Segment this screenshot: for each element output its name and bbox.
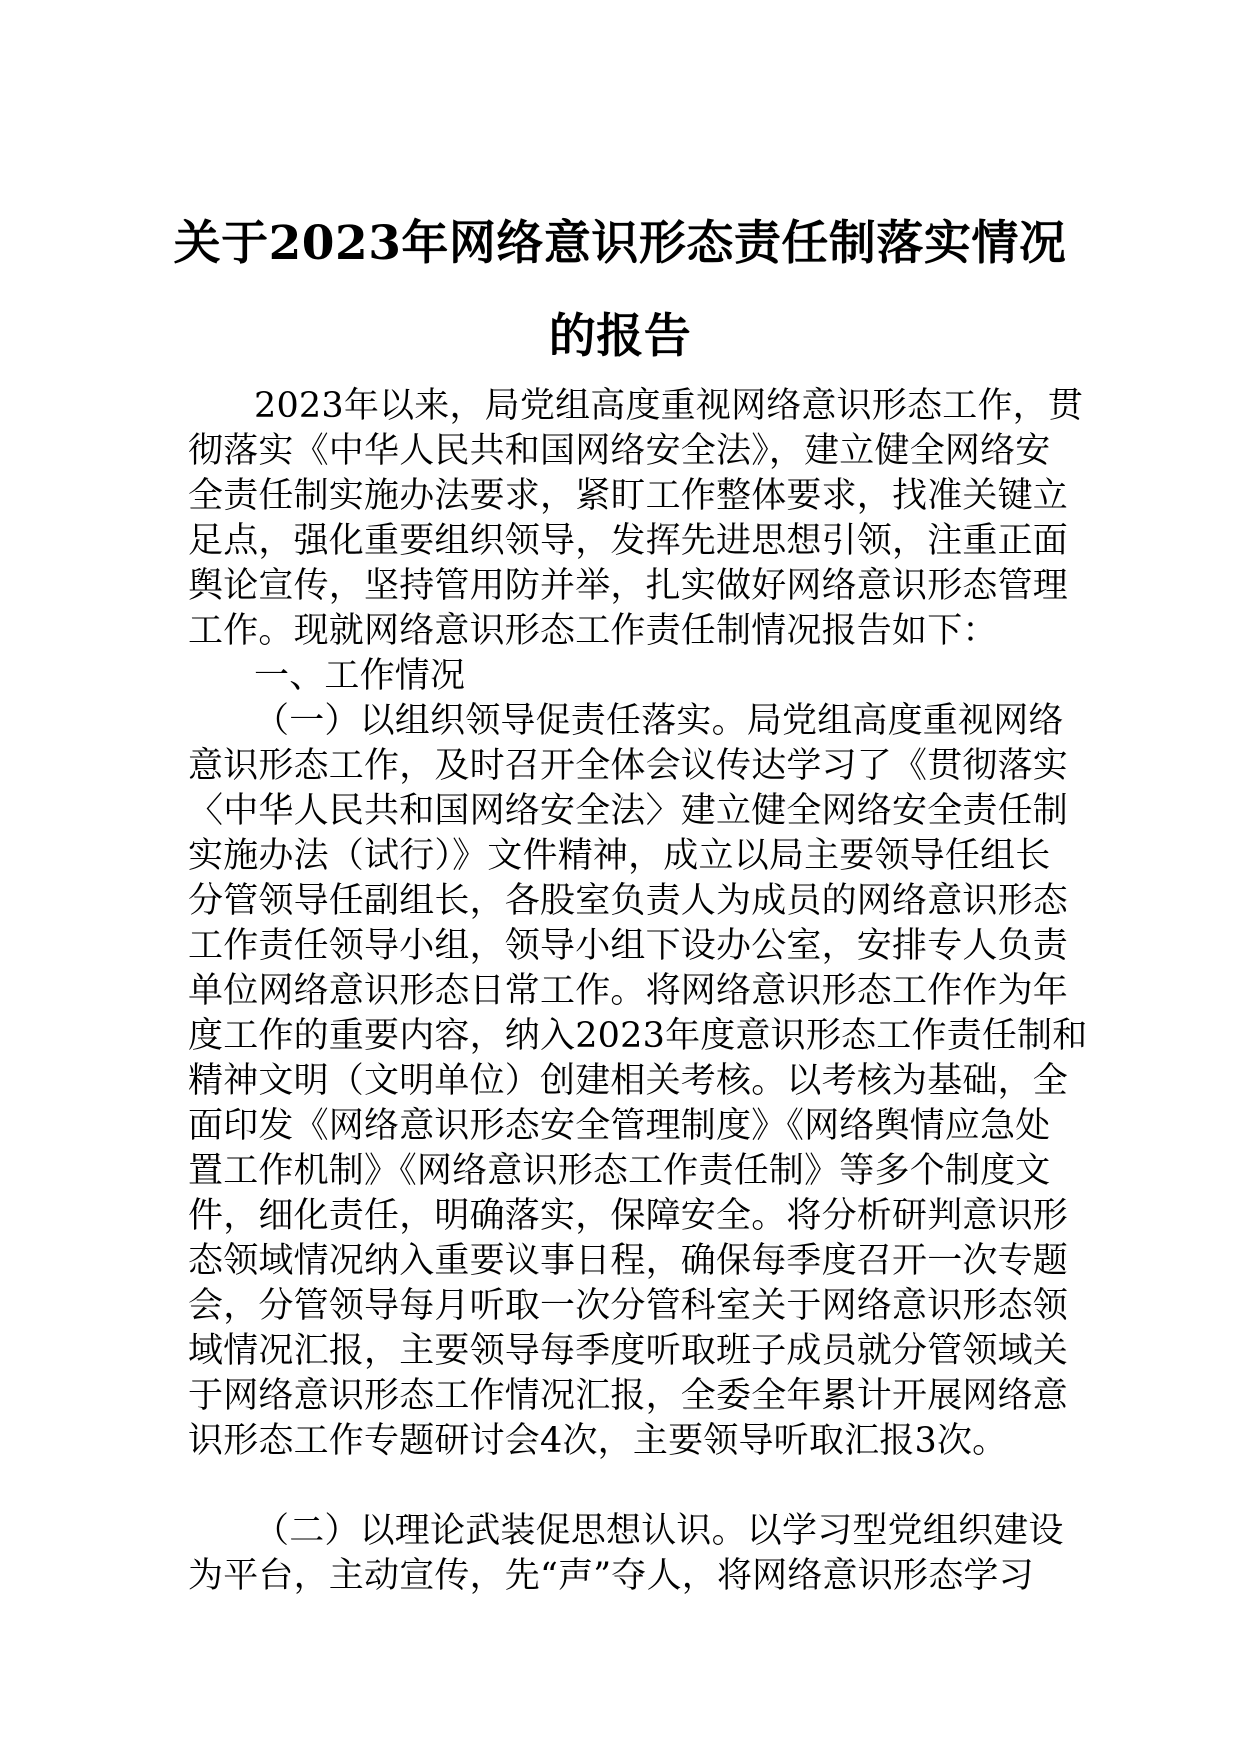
document-title-line-1: 关于2023年网络意识形态责任制落实情况 (173, 216, 1067, 271)
body-line: 实施办法（试行）》文件精神，成立以局主要领导任组长 (188, 836, 1051, 876)
body-line: 单位网络意识形态日常工作。将网络意识形态工作作为年 (188, 971, 1069, 1011)
body-line: 件，细化责任，明确落实，保障安全。将分析研判意识形 (188, 1196, 1069, 1236)
body-line: 彻落实《中华人民共和国网络安全法》，建立健全网络安 (188, 431, 1051, 471)
body-line: 工作。现就网络意识形态工作责任制情况报告如下： (188, 611, 998, 651)
body-line: （二）以理论武装促思想认识。以学习型党组织建设 (254, 1511, 1064, 1551)
body-line: 会，分管领导每月听取一次分管科室关于网络意识形态领 (188, 1286, 1069, 1326)
body-line: 全责任制实施办法要求，紧盯工作整体要求，找准关键立 (188, 476, 1069, 516)
body-line: 〈中华人民共和国网络安全法〉建立健全网络安全责任制 (188, 791, 1069, 831)
body-line: 识形态工作专题研讨会4次，主要领导听取汇报3次。 (188, 1421, 1008, 1461)
body-line: （一）以组织领导促责任落实。局党组高度重视网络 (254, 701, 1064, 741)
body-line: 意识形态工作，及时召开全体会议传达学习了《贯彻落实 (188, 746, 1069, 786)
body-line: 足点，强化重要组织领导，发挥先进思想引领，注重正面 (188, 521, 1069, 561)
document-title-line-2: 的报告 (548, 309, 692, 364)
section-heading: 一、工作情况 (254, 656, 466, 696)
body-line: 置工作机制》《网络意识形态工作责任制》等多个制度文 (188, 1151, 1051, 1191)
body-line: 工作责任领导小组，领导小组下设办公室，安排专人负责 (188, 926, 1069, 966)
body-line: 态领域情况纳入重要议事日程，确保每季度召开一次专题 (188, 1241, 1069, 1281)
body-line: 面印发《网络意识形态安全管理制度》《网络舆情应急处 (188, 1106, 1051, 1146)
body-line: 于网络意识形态工作情况汇报，全委全年累计开展网络意 (188, 1376, 1069, 1416)
body-line: 2023年以来，局党组高度重视网络意识形态工作，贯 (254, 386, 1084, 426)
body-line: 度工作的重要内容，纳入2023年度意识形态工作责任制和 (188, 1016, 1088, 1056)
body-line: 为平台，主动宣传，先“声”夺人，将网络意识形态学习 (188, 1556, 1034, 1596)
body-line: 精神文明（文明单位）创建相关考核。以考核为基础，全 (188, 1061, 1069, 1101)
body-line: 分管领导任副组长，各股室负责人为成员的网络意识形态 (188, 881, 1069, 921)
body-line: 舆论宣传，坚持管用防并举，扎实做好网络意识形态管理 (188, 566, 1069, 606)
body-line: 域情况汇报，主要领导每季度听取班子成员就分管领域关 (188, 1331, 1069, 1371)
